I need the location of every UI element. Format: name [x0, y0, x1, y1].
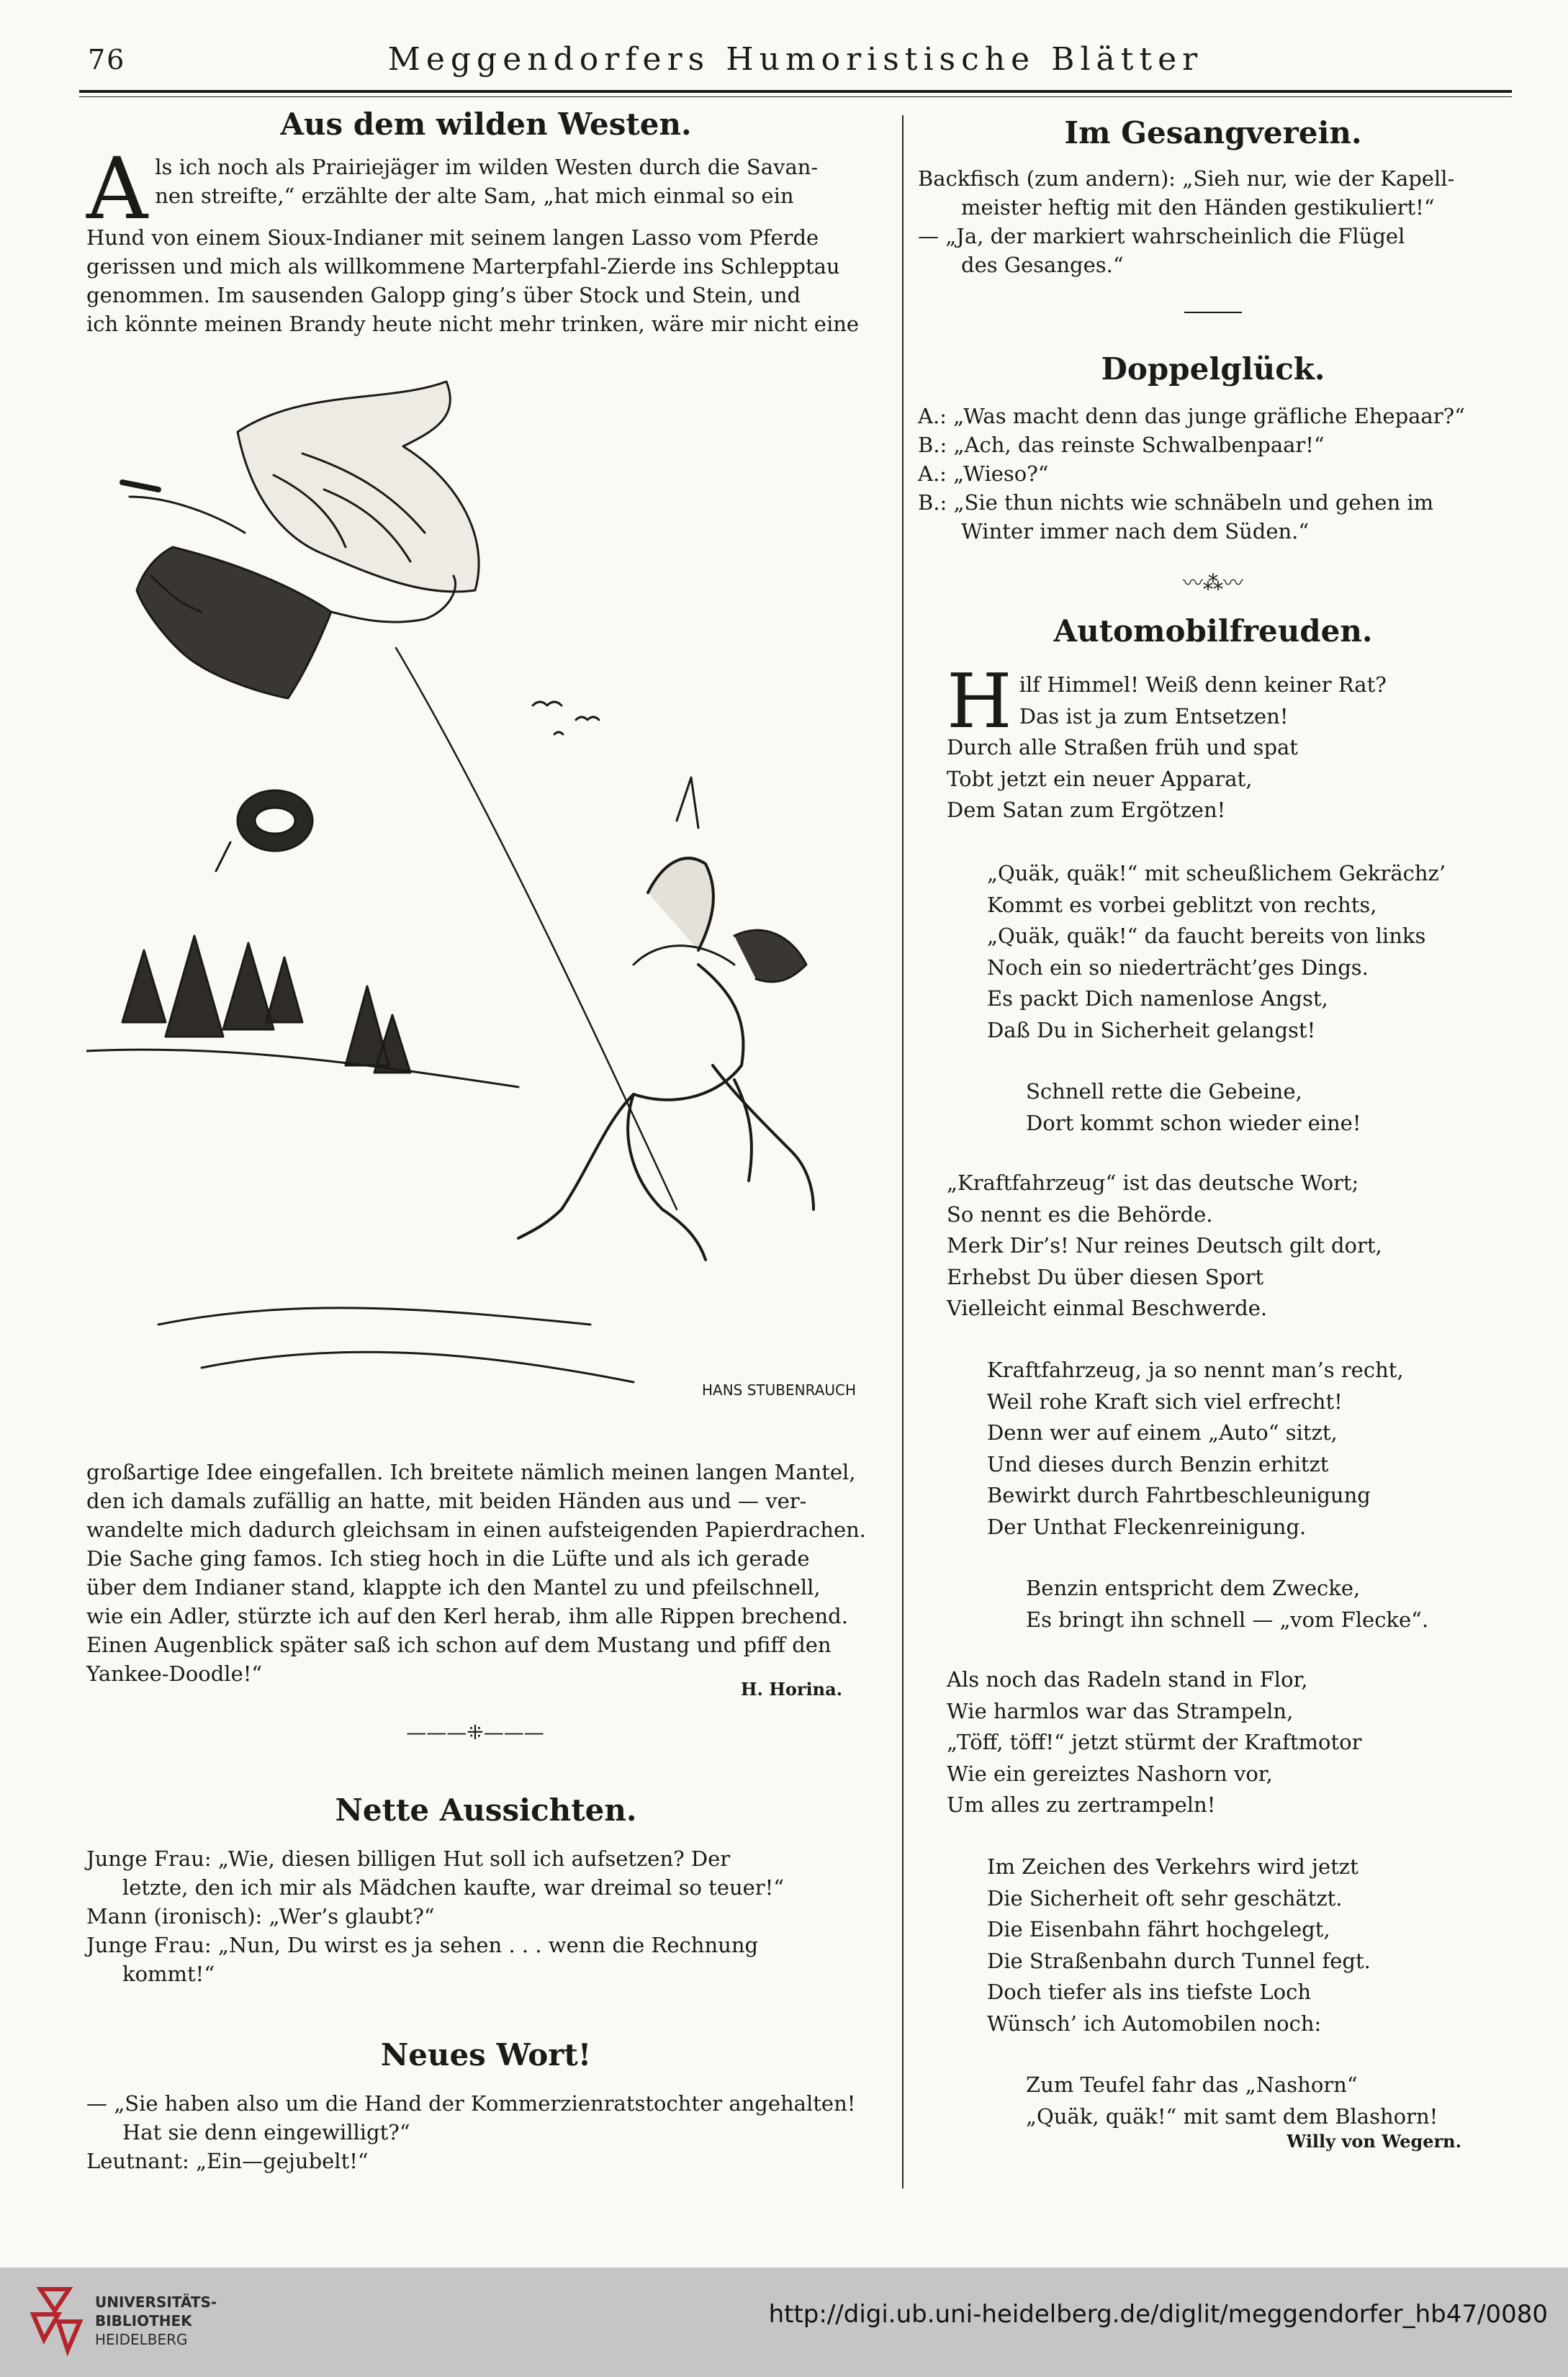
text-line: A.: „Was macht denn das junge gräfliche Ehepaar?“	[918, 404, 1465, 428]
poem-line: Vielleicht einmal Beschwerde.	[947, 1296, 1268, 1320]
page-number: 76	[88, 44, 126, 76]
poem-automobilfreuden	[947, 657, 1494, 826]
digitization-footer	[0, 2268, 1568, 2377]
poem-stanza-7	[947, 1664, 1494, 1821]
poem-line: „Quäk, quäk!“ da faucht bereits von links	[987, 924, 1426, 948]
text-line: B.: „Ach, das reinste Schwalbenpaar!“	[918, 433, 1325, 457]
poem-line: Die Straßenbahn durch Tunnel fegt.	[987, 1948, 1371, 1973]
text-line: Winter immer nach dem Süden.“	[961, 519, 1310, 543]
column-divider	[902, 115, 904, 2188]
story-title-neues: Neues Wort!	[380, 2037, 592, 2072]
poem-line: Benzin entspricht dem Zwecke,	[1026, 1576, 1361, 1600]
page-header	[79, 40, 1512, 97]
story-title-gesang: Im Gesangverein.	[1064, 115, 1362, 150]
poem-stanza-4	[947, 1168, 1494, 1325]
poem-line: Weil rohe Kraft sich viel erfrecht!	[987, 1389, 1343, 1414]
poem-line: Der Unthat Fleckenreinigung.	[987, 1514, 1307, 1539]
text-line: letzte, den ich mir als Mädchen kaufte, war dreimal so teuer!“	[122, 1875, 785, 1900]
poem-line: Merk Dir’s! Nur reines Deutsch gilt dort,	[947, 1233, 1382, 1258]
poem-line: Wie ein gereiztes Nashorn vor,	[947, 1761, 1273, 1786]
story-title-doppel: Doppelglück.	[1101, 351, 1325, 387]
poem-line: Kraftfahrzeug, ja so nennt man’s recht,	[987, 1358, 1404, 1382]
poem-line: „Töff, töff!“ jetzt stürmt der Kraftmotor	[947, 1730, 1362, 1754]
poem-line: „Kraftfahrzeug“ ist das deutsche Wort;	[947, 1171, 1359, 1195]
story-gesang	[918, 164, 1508, 279]
poem-stanza-8	[947, 1851, 1494, 2039]
poem-stanza-5	[947, 1355, 1494, 1543]
poem-stanza-3	[947, 1076, 1494, 1139]
text-line: Die Sache ging famos. Ich stieg hoch in die Lüfte und als ich gerade	[86, 1546, 810, 1571]
poem-line: Erhebst Du über diesen Sport	[947, 1264, 1264, 1289]
poem-line: „Quäk, quäk!“ mit samt dem Blashorn!	[1026, 2103, 1438, 2129]
poem-line: Schnell rette die Gebeine,	[1026, 1079, 1302, 1104]
text-line: wandelte mich dadurch gleichsam in einen aufsteigenden Papierdrachen.	[86, 1517, 867, 1542]
poem-line: ilf Himmel! Weiß denn keiner Rat?	[1019, 672, 1387, 697]
text-line: den ich damals zufällig an hatte, mit beiden Händen aus und — ver-	[86, 1489, 807, 1513]
poem-line: Die Sicherheit oft sehr geschätzt.	[987, 1885, 1343, 1911]
text-line: — „Ja, der markiert wahrscheinlich die Flügel	[918, 224, 1405, 248]
text-line: A.: „Wieso?“	[918, 461, 1049, 486]
text-line: Mann (ironisch): „Wer’s glaubt?“	[86, 1904, 435, 1929]
story-west-continued	[86, 1458, 886, 1688]
library-name-line: BIBLIOTHEK	[95, 2312, 192, 2329]
poem-line: Die Eisenbahn fährt hochgelegt,	[987, 1917, 1330, 1941]
story-title-auto: Automobilfreuden.	[1053, 613, 1373, 649]
header-rule	[79, 90, 1512, 93]
poem-line: Und dieses durch Benzin erhitzt	[987, 1451, 1329, 1476]
section-ornament: ———⁜———	[406, 1720, 544, 1744]
poem-line: Im Zeichen des Verkehrs wird jetzt	[987, 1854, 1359, 1879]
text-line: nen streifte,“ erzählte der alte Sam, „hat mich einmal so ein	[155, 184, 794, 208]
text-line: wie ein Adler, stürzte ich auf den Kerl herab, ihm alle Rippen brechend.	[86, 1604, 848, 1628]
poem-line: Doch tiefer als ins tiefste Loch	[987, 1980, 1312, 2004]
illustration-lasso-kite	[86, 374, 878, 1411]
author-signature-wegern: Willy von Wegern.	[1287, 2131, 1461, 2152]
poem-stanza-6	[947, 1573, 1494, 1636]
story-title-west: Aus dem wilden Westen.	[280, 107, 692, 142]
story-neues	[86, 2089, 886, 2175]
poem-line: So nennt es die Behörde.	[947, 1201, 1213, 1227]
poem-line: Zum Teufel fahr das „Nashorn“	[1026, 2072, 1358, 2097]
text-line: Hund von einem Sioux-Indianer mit seinem langen Lasso vom Pferde	[86, 225, 819, 250]
poem-line: Noch ein so niederträcht’ges Dings.	[987, 955, 1369, 980]
text-line: Junge Frau: „Nun, Du wirst es ja sehen . . . wenn die Rechnung	[86, 1933, 759, 1957]
poem-line: Bewirkt durch Fahrtbeschleunigung	[987, 1483, 1371, 1507]
artist-signature: HANS STUBENRAUCH	[702, 1381, 857, 1399]
poem-line: Als noch das Radeln stand in Flor,	[947, 1667, 1308, 1692]
text-line: B.: „Sie thun nichts wie schnäbeln und gehen im	[918, 490, 1434, 515]
story-nette	[86, 1844, 886, 1988]
text-line: Hat sie denn eingewilligt?“	[122, 2120, 410, 2144]
poem-line: Denn wer auf einem „Auto“ sitzt,	[987, 1420, 1338, 1445]
author-signature-horina: H. Horina.	[740, 1679, 842, 1700]
poem-line: Daß Du in Sicherheit gelangst!	[987, 1017, 1316, 1042]
source-url-link[interactable]: http://digi.ub.uni-heidelberg.de/diglit/meggendorfer_hb47/0080	[768, 2300, 1548, 2329]
poem-line: Kommt es vorbei geblitzt von rechts,	[987, 892, 1377, 917]
story-west-intro	[86, 139, 886, 338]
poem-line: Tobt jetzt ein neuer Apparat,	[947, 766, 1253, 791]
text-line: Yankee-Doodle!“	[86, 1661, 263, 1686]
story-title-nette: Nette Aussichten.	[335, 1792, 637, 1828]
poem-line: „Quäk, quäk!“ mit scheußlichem Gekrächz’	[987, 861, 1446, 885]
header-rule-thin	[79, 96, 1512, 97]
poem-line: Durch alle Straßen früh und spat	[947, 735, 1298, 759]
text-line: über dem Indianer stand, klappte ich den Mantel zu und pfeilschnell,	[86, 1575, 821, 1600]
poem-line: Um alles zu zertrampeln!	[947, 1792, 1216, 1817]
library-name	[95, 2293, 217, 2349]
library-name-line: HEIDELBERG	[95, 2331, 188, 2348]
poem-line: Wünsch’ ich Automobilen noch:	[987, 2011, 1322, 2036]
text-line: ls ich noch als Prairiejäger im wilden Westen durch die Savan-	[155, 155, 819, 179]
text-line: Junge Frau: „Wie, diesen billigen Hut soll ich aufsetzen? Der	[86, 1846, 731, 1871]
poem-line: Es bringt ihn schnell — „vom Flecke“.	[1026, 1607, 1429, 1632]
text-line: meister heftig mit den Händen gestikuliert!“	[961, 195, 1435, 220]
dropcap-h: H	[947, 657, 1012, 745]
story-doppel	[918, 402, 1508, 546]
text-line: kommt!“	[122, 1962, 215, 1986]
text-line: Einen Augenblick später saß ich schon auf dem Mustang und pfiff den	[86, 1633, 832, 1657]
text-line: großartige Idee eingefallen. Ich breitete nämlich meinen langen Mantel,	[86, 1460, 856, 1484]
poem-line: Wie harmlos war das Strampeln,	[947, 1698, 1294, 1723]
text-line: — „Sie haben also um die Hand der Kommerzienratstochter angehalten!	[86, 2091, 856, 2116]
poem-line: Dem Satan zum Ergötzen!	[947, 798, 1226, 822]
poem-line: Dort kommt schon wieder eine!	[1026, 1110, 1361, 1135]
library-name-line: UNIVERSITÄTS-	[95, 2293, 217, 2311]
text-line: des Gesanges.“	[961, 253, 1124, 277]
poem-stanza-2	[947, 858, 1494, 1046]
journal-title: Meggendorfers Humoristische Blätter	[387, 41, 1204, 78]
ub-heidelberg-logo-icon	[26, 2282, 87, 2361]
dropcap-a: A	[86, 139, 148, 238]
text-line: Leutnant: „Ein—gejubelt!“	[86, 2149, 369, 2173]
poem-line: Es packt Dich namenlose Angst,	[987, 986, 1328, 1011]
text-line: gerissen und mich als willkommene Marterpfahl-Zierde ins Schlepptau	[86, 254, 840, 279]
text-line: genommen. Im sausenden Galopp ging’s über Stock und Stein, und	[86, 283, 801, 307]
text-line: Backfisch (zum andern): „Sieh nur, wie der Kapell-	[918, 166, 1455, 191]
poem-line: Das ist ja zum Entsetzen!	[1019, 703, 1289, 729]
poem-stanza-9	[947, 2070, 1494, 2132]
section-ornament: 〰⁂〰	[1182, 571, 1243, 595]
text-line: ich könnte meinen Brandy heute nicht mehr trinken, wäre mir nicht eine	[86, 312, 860, 336]
short-rule	[1184, 312, 1242, 313]
